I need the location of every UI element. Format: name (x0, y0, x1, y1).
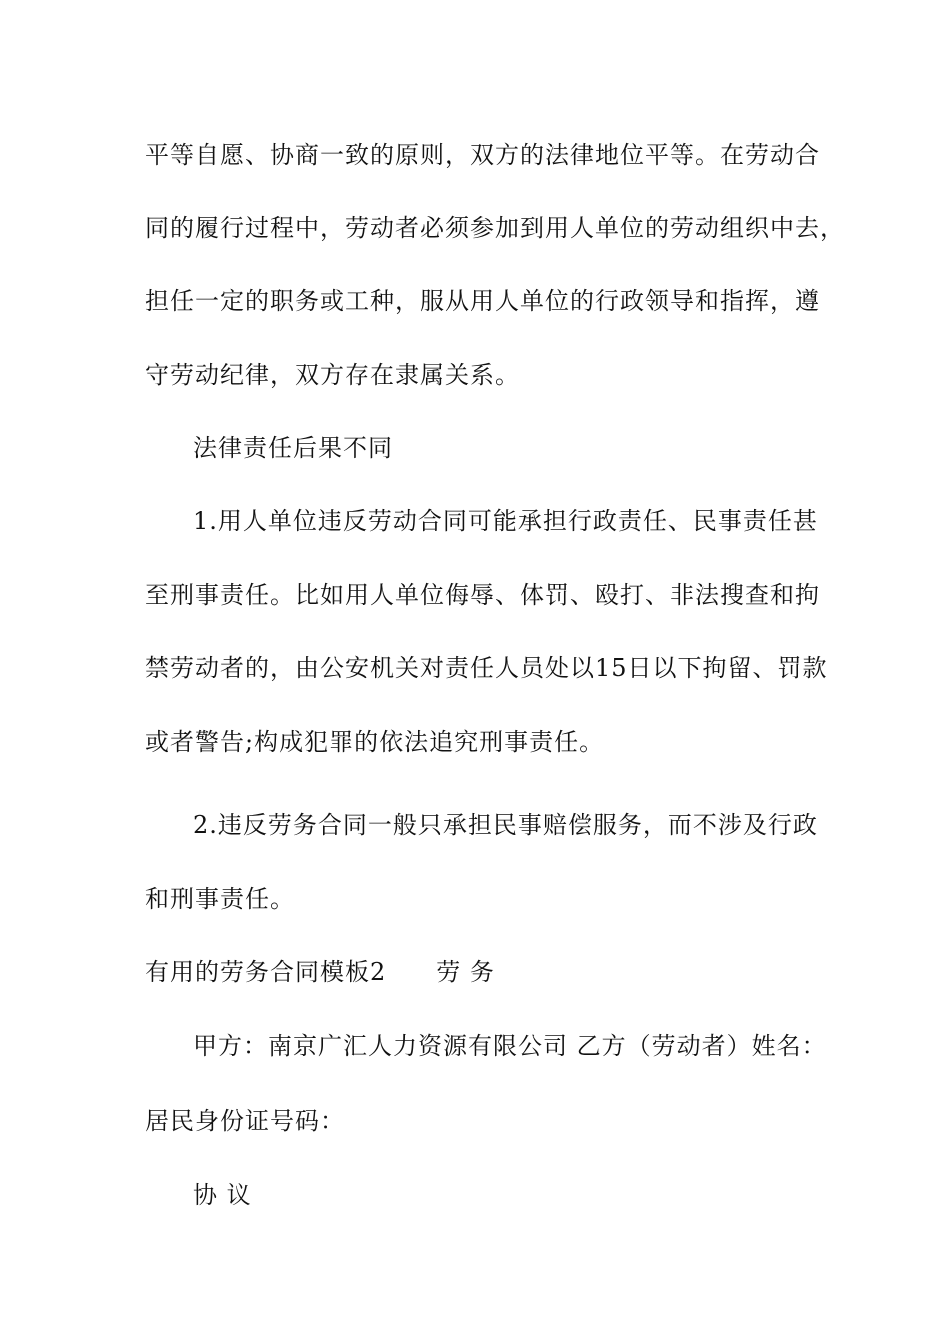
id-number-line: 居民身份证号码： (145, 1107, 345, 1135)
paragraph-line: 和刑事责任。 (145, 885, 295, 913)
paragraph-line: 或者警告;构成犯罪的依法追究刑事责任。 (145, 728, 605, 756)
section-heading: 法律责任后果不同 (193, 434, 393, 462)
party-line: 甲方：南京广汇人力资源有限公司 乙方（劳动者）姓名： (193, 1032, 827, 1060)
paragraph-line: 禁劳动者的，由公安机关对责任人员处以15日以下拘留、罚款 (145, 654, 828, 682)
paragraph-line: 2.违反劳务合同一般只承担民事赔偿服务，而不涉及行政 (193, 811, 818, 839)
paragraph-line: 1.用人单位违反劳动合同可能承担行政责任、民事责任甚 (193, 507, 818, 535)
paragraph-line: 至刑事责任。比如用人单位侮辱、体罚、殴打、非法搜查和拘 (145, 581, 820, 609)
paragraph-line: 平等自愿、协商一致的原则，双方的法律地位平等。在劳动合 (145, 141, 820, 169)
agreement-heading: 协 议 (193, 1181, 252, 1209)
template-title: 有用的劳务合同模板2 劳 务 (145, 958, 495, 986)
paragraph-line: 担任一定的职务或工种，服从用人单位的行政领导和指挥，遵 (145, 287, 820, 315)
paragraph-line: 同的履行过程中，劳动者必须参加到用人单位的劳动组织中去， (145, 214, 845, 242)
paragraph-line: 守劳动纪律，双方存在隶属关系。 (145, 361, 520, 389)
